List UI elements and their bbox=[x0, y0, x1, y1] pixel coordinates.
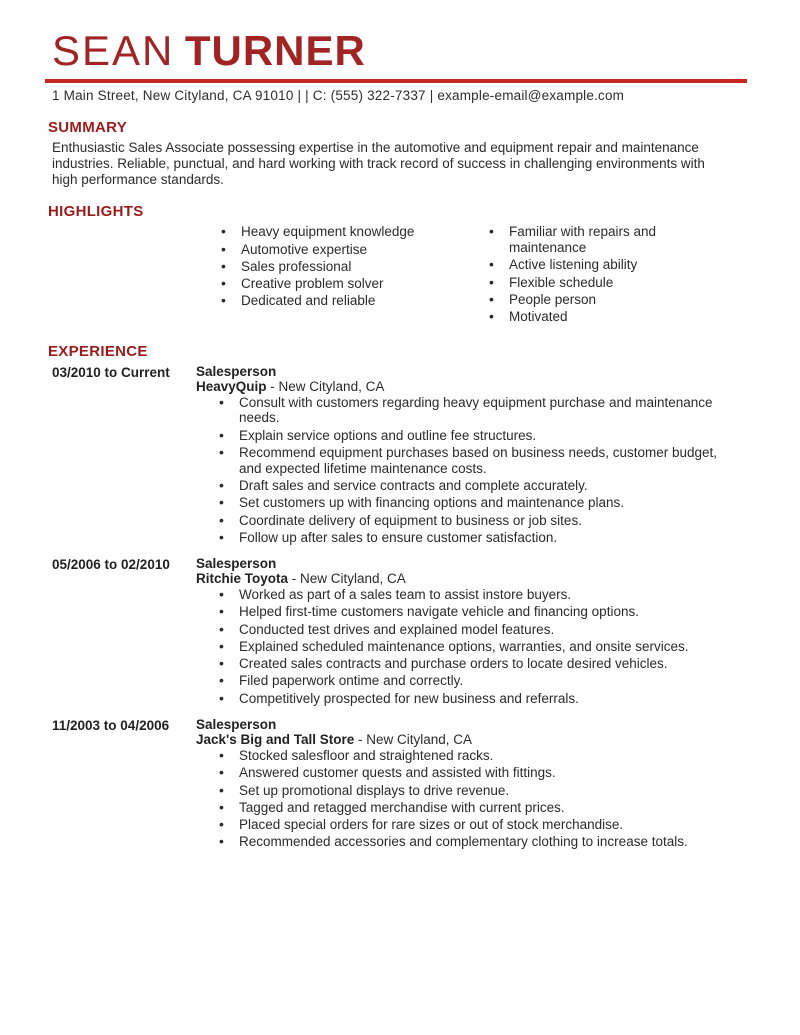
job-duty: • Draft sales and service contracts and complete accurately. bbox=[218, 478, 736, 494]
highlights-columns bbox=[220, 224, 747, 326]
job-duty: • Follow up after sales to ensure customer satisfaction. bbox=[218, 530, 736, 546]
job-company-line bbox=[196, 571, 736, 586]
job-location: - New Cityland, CA bbox=[291, 571, 406, 587]
job-details bbox=[196, 364, 736, 548]
job-duty: • Explain service options and outline fee structures. bbox=[218, 428, 736, 444]
highlight-item: • Familiar with repairs and maintenance bbox=[488, 224, 688, 256]
job-dates: 05/2006 to 02/2010 bbox=[52, 557, 170, 573]
job-duty: • Set up promotional displays to drive revenue. bbox=[218, 783, 736, 799]
highlight-item: • Sales professional bbox=[220, 259, 488, 275]
job-duty: • Stocked salesfloor and straightened racks. bbox=[218, 748, 736, 764]
job-title: Salesperson bbox=[196, 556, 277, 572]
job-entry bbox=[45, 364, 747, 548]
highlight-item: • Motivated bbox=[488, 309, 688, 325]
job-entry bbox=[45, 556, 747, 708]
highlights-list-left bbox=[220, 224, 488, 326]
highlights-list-right bbox=[488, 224, 688, 326]
last-name: TURNER bbox=[184, 27, 366, 74]
job-company-line bbox=[196, 379, 736, 394]
job-duty: • Competitively prospected for new business and referrals. bbox=[218, 691, 736, 707]
job-duty: • Recommended accessories and complementary clothing to increase totals. bbox=[218, 834, 736, 850]
job-duties-list bbox=[218, 587, 736, 706]
job-location: - New Cityland, CA bbox=[270, 378, 385, 394]
job-entry bbox=[45, 717, 747, 852]
candidate-name bbox=[45, 27, 747, 74]
job-title: Salesperson bbox=[196, 363, 277, 379]
job-duty: • Consult with customers regarding heavy equipment purchase and maintenance needs. bbox=[218, 395, 736, 427]
highlight-item: • People person bbox=[488, 292, 688, 308]
job-duty: • Conducted test drives and explained model features. bbox=[218, 622, 736, 638]
highlight-item: • Active listening ability bbox=[488, 257, 688, 273]
job-company-line bbox=[196, 732, 736, 747]
job-company: Jack's Big and Tall Store bbox=[196, 732, 355, 748]
job-duty: • Placed special orders for rare sizes or out of stock merchandise. bbox=[218, 817, 736, 833]
job-duty: • Helped first-time customers navigate vehicle and financing options. bbox=[218, 604, 736, 620]
job-company: HeavyQuip bbox=[196, 378, 267, 394]
job-details bbox=[196, 717, 736, 852]
job-details bbox=[196, 556, 736, 708]
job-duty: • Created sales contracts and purchase orders to locate desired vehicles. bbox=[218, 656, 736, 672]
highlights-heading: HIGHLIGHTS bbox=[48, 203, 144, 221]
experience-heading: EXPERIENCE bbox=[48, 342, 148, 360]
job-duty: • Worked as part of a sales team to assist instore buyers. bbox=[218, 587, 736, 603]
job-company: Ritchie Toyota bbox=[196, 571, 289, 587]
contact-info: 1 Main Street, New Cityland, CA 91010 | | C: (555) 322-7337 | example-email@example.com bbox=[52, 88, 625, 103]
highlight-item: • Dedicated and reliable bbox=[220, 293, 488, 309]
summary-heading: SUMMARY bbox=[48, 119, 128, 136]
job-location: - New Cityland, CA bbox=[358, 732, 473, 748]
job-duty: • Explained scheduled maintenance options, warranties, and onsite services. bbox=[218, 639, 736, 655]
job-dates: 03/2010 to Current bbox=[52, 364, 170, 380]
job-duty: • Coordinate delivery of equipment to business or job sites. bbox=[218, 513, 736, 529]
job-duty: • Recommend equipment purchases based on business needs, customer budget, and expected lifetime maintenance costs. bbox=[218, 445, 736, 477]
job-duties-list bbox=[218, 395, 736, 546]
job-duty: • Set customers up with financing options and maintenance plans. bbox=[218, 495, 736, 511]
job-duties-list bbox=[218, 748, 736, 850]
highlight-item: • Heavy equipment knowledge bbox=[220, 224, 488, 240]
job-duty: • Answered customer quests and assisted with fittings. bbox=[218, 765, 736, 781]
job-duty: • Filed paperwork ontime and correctly. bbox=[218, 673, 736, 689]
job-dates: 11/2003 to 04/2006 bbox=[52, 718, 170, 734]
first-name: SEAN bbox=[52, 27, 175, 74]
highlight-item: • Flexible schedule bbox=[488, 275, 688, 291]
highlight-item: • Automotive expertise bbox=[220, 242, 488, 258]
job-title: Salesperson bbox=[196, 717, 277, 733]
summary-text: Enthusiastic Sales Associate possessing expertise in the automotive and equipment repair and maintenance industries. Reliable, punctual, and hard working with track record of success in challenging environments with high performance standards. bbox=[52, 140, 705, 187]
job-duty: • Tagged and retagged merchandise with current prices. bbox=[218, 800, 736, 816]
highlight-item: • Creative problem solver bbox=[220, 276, 488, 292]
